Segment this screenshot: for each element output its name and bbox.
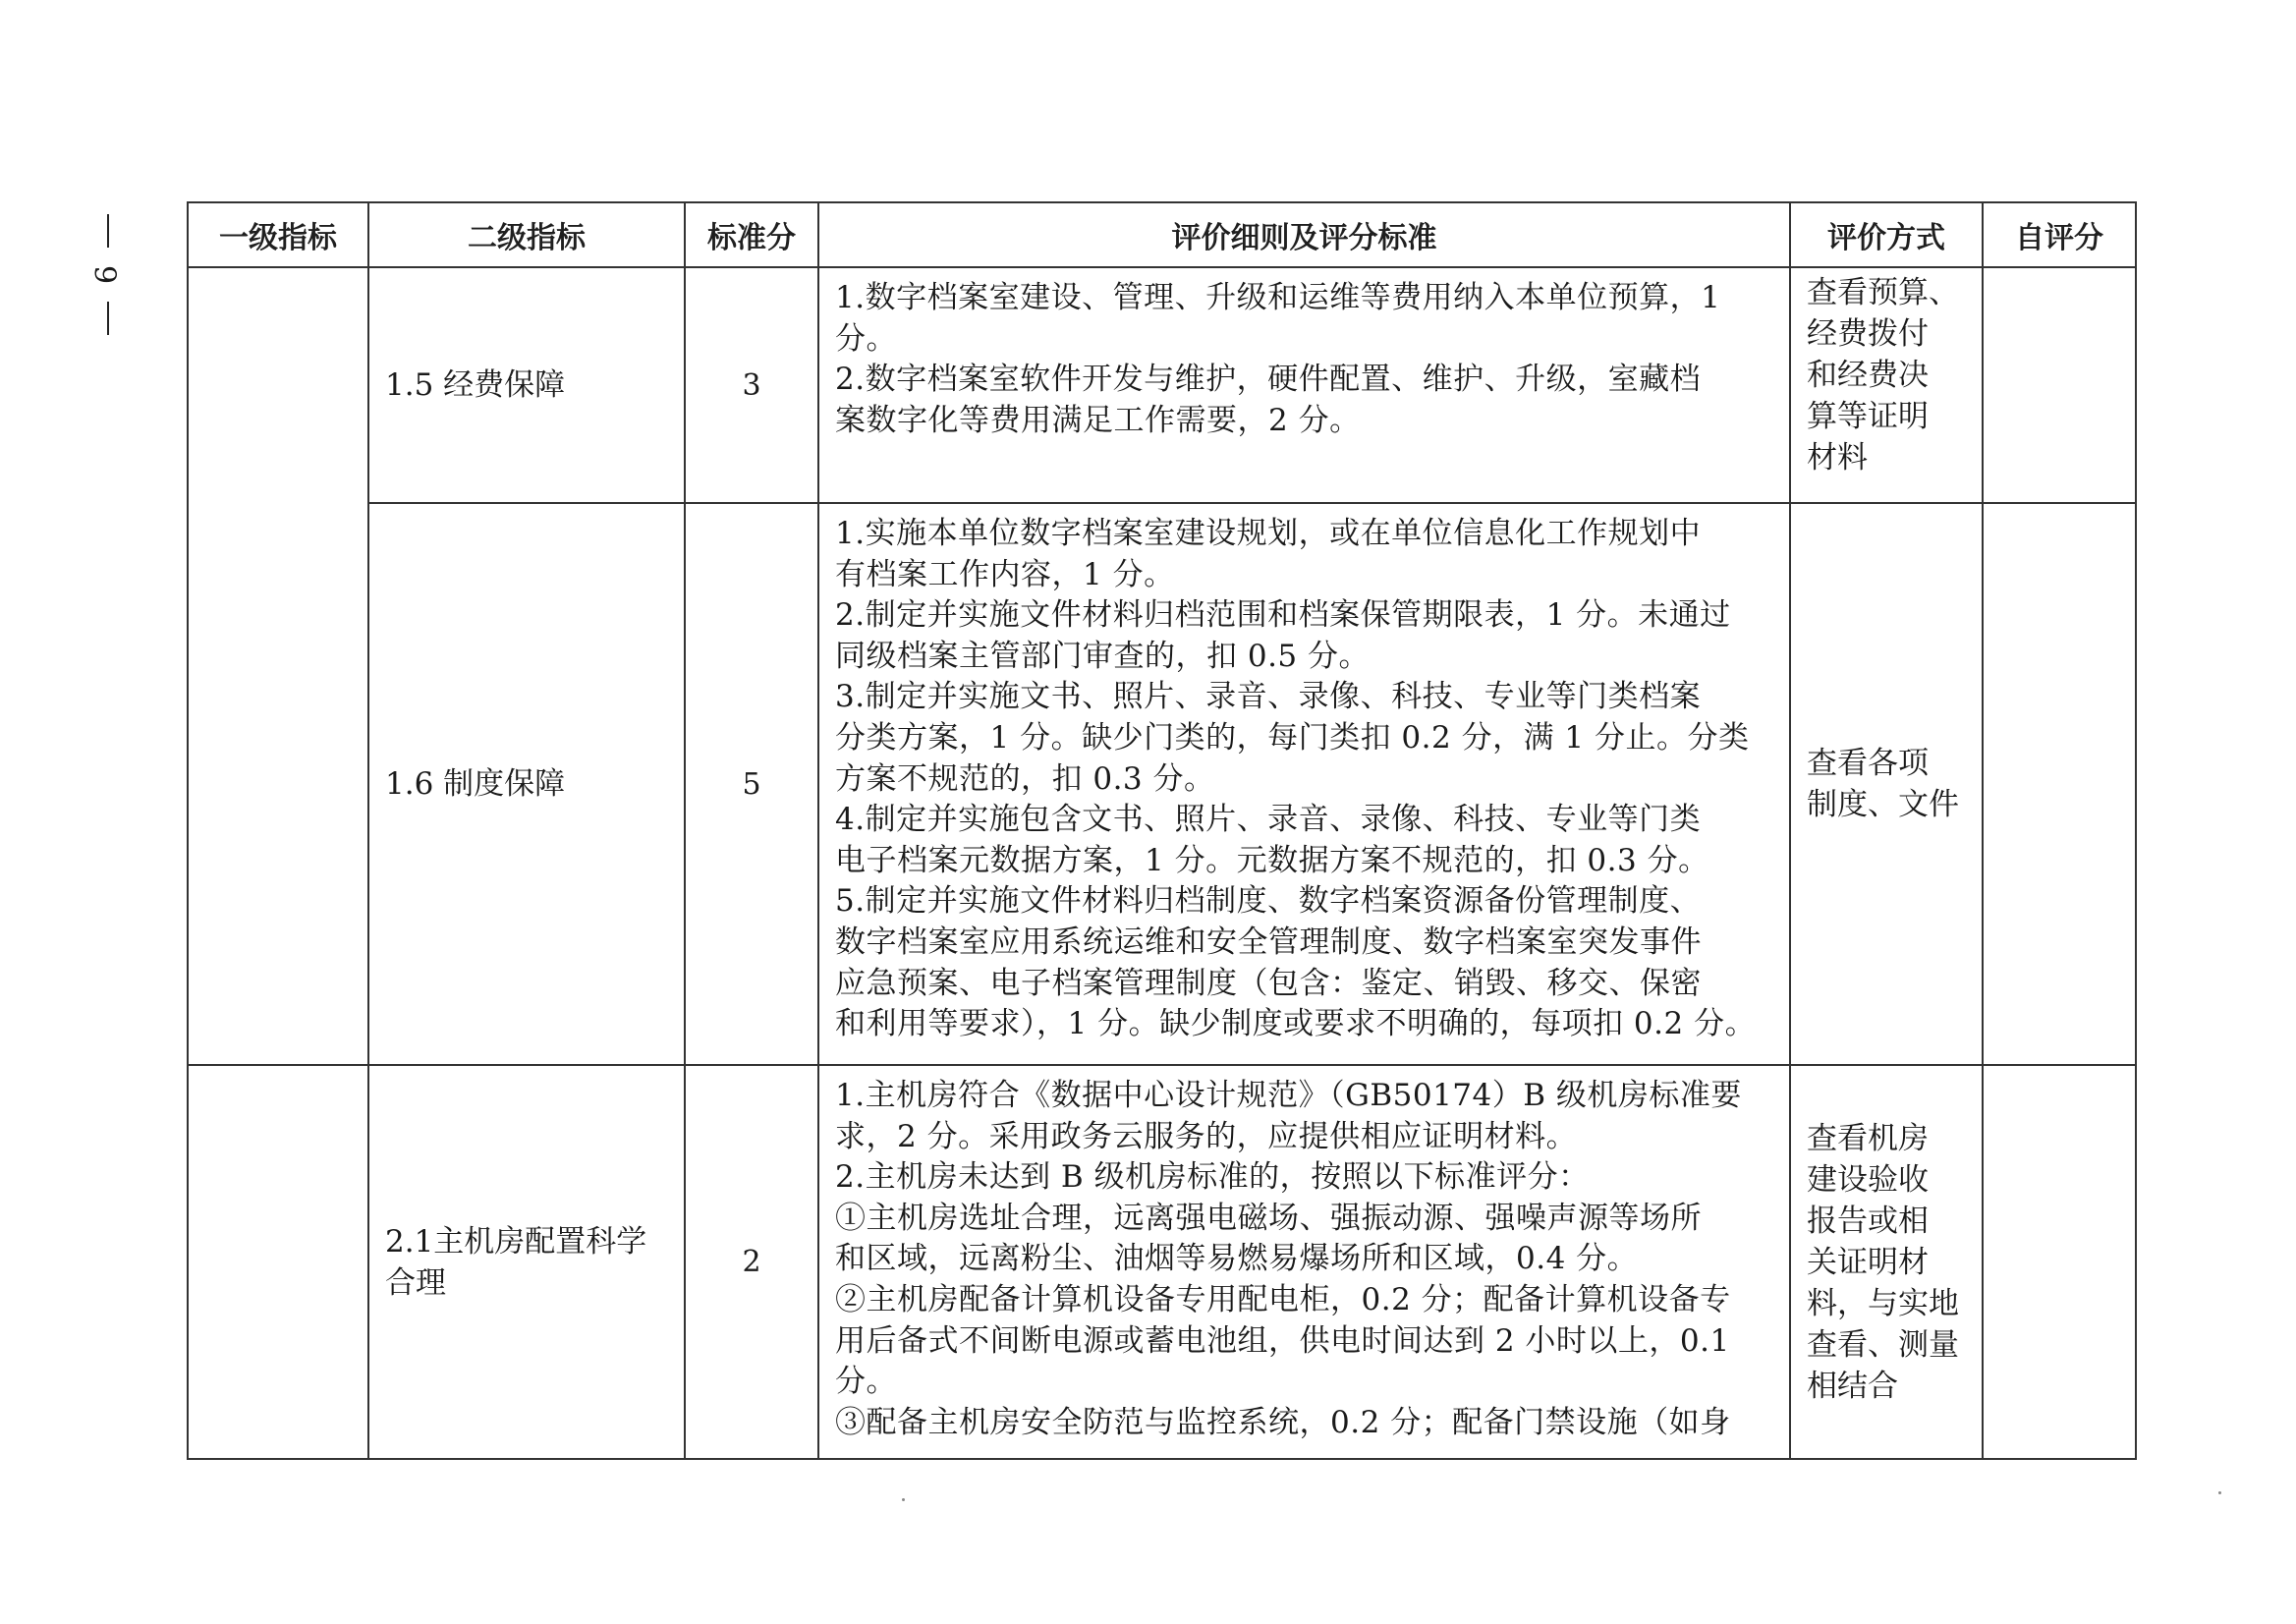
evaluation-table <box>187 201 2137 1460</box>
criteria-line: 分。 <box>835 320 897 357</box>
criteria-line: 同级档案主管部门审查的，扣 0.5 分。 <box>835 638 1371 674</box>
header-primary-indicator: 一级指标 <box>188 202 368 267</box>
criteria-line: ①主机房选址合理，远离强电磁场、强振动源、强噪声源等场所 <box>835 1200 1702 1236</box>
criteria-line: 2.主机房未达到 B 级机房标准的，按照以下标准评分： <box>835 1159 1590 1196</box>
criteria-line: 和区域，远离粉尘、油烟等易燃易爆场所和区域，0.4 分。 <box>835 1241 1639 1277</box>
method-cell <box>1790 503 1983 1065</box>
method-line: 查看预算、 <box>1807 275 1959 310</box>
criteria-line: 4.制定并实施包含文书、照片、录音、录像、科技、专业等门类 <box>835 802 1702 838</box>
criteria-line: 案数字化等费用满足工作需要，2 分。 <box>835 402 1361 438</box>
scan-speck <box>902 1498 905 1501</box>
table-header-row <box>188 202 2136 267</box>
method-line: 制度、文件 <box>1807 787 1959 822</box>
criteria-line: 应急预案、电子档案管理制度（包含：鉴定、销毁、移交、保密 <box>835 965 1702 1001</box>
criteria-line: 和利用等要求），1 分。缺少制度或要求不明确的，每项扣 0.2 分。 <box>835 1006 1757 1042</box>
secondary-line: 2.1主机房配置科学 <box>385 1223 647 1260</box>
method-line: 相结合 <box>1807 1368 1898 1404</box>
standard-score-cell: 3 <box>685 267 818 503</box>
criteria-line: 电子档案元数据方案，1 分。元数据方案不规范的，扣 0.3 分。 <box>835 842 1709 878</box>
self-score-cell <box>1983 267 2136 503</box>
secondary-indicator-cell: 1.5 经费保障 <box>368 267 685 503</box>
method-line: 料，与实地 <box>1807 1285 1959 1321</box>
method-cell <box>1790 1065 1983 1459</box>
self-score-cell <box>1983 1065 2136 1459</box>
criteria-line: 2.制定并实施文件材料归档范围和档案保管期限表，1 分。未通过 <box>835 597 1731 634</box>
criteria-clip <box>835 1076 1775 1458</box>
standard-score-cell: 5 <box>685 503 818 1065</box>
criteria-line: 求，2 分。采用政务云服务的，应提供相应证明材料。 <box>835 1118 1578 1154</box>
criteria-line: 用后备式不间断电源或蓄电池组，供电时间达到 2 小时以上，0.1 <box>835 1322 1730 1359</box>
header-self-score: 自评分 <box>1983 202 2136 267</box>
criteria-line: 分。 <box>835 1364 897 1400</box>
criteria-line: 数字档案室应用系统运维和安全管理制度、数字档案室突发事件 <box>835 924 1702 960</box>
page-number-dash-top <box>107 214 109 248</box>
method-line: 经费拨付 <box>1807 316 1929 352</box>
table-row <box>188 503 2136 1065</box>
criteria-line: 有档案工作内容，1 分。 <box>835 556 1175 592</box>
criteria-line: 1.主机房符合《数据中心设计规范》（GB50174）B 级机房标准要 <box>835 1078 1742 1113</box>
method-line: 关证明材 <box>1807 1244 1929 1280</box>
page-number <box>90 214 125 352</box>
method-line: 算等证明 <box>1807 399 1929 434</box>
scan-speck <box>2218 1491 2221 1494</box>
method-line: 查看各项 <box>1807 746 1929 781</box>
secondary-line: 合理 <box>385 1264 446 1301</box>
criteria-line: 分类方案，1 分。缺少门类的，每门类扣 0.2 分，满 1 分止。分类 <box>835 719 1750 756</box>
criteria-cell <box>818 267 1790 503</box>
header-method: 评价方式 <box>1790 202 1983 267</box>
page-number-dash-bottom <box>107 302 109 335</box>
self-score-cell <box>1983 503 2136 1065</box>
criteria-cell <box>818 1065 1790 1459</box>
method-line: 报告或相 <box>1807 1203 1929 1239</box>
criteria-line: ②主机房配备计算机设备专用配电柜，0.2 分；配备计算机设备专 <box>835 1281 1731 1317</box>
method-line: 材料 <box>1807 440 1868 476</box>
header-standard-score: 标准分 <box>685 202 818 267</box>
standard-score-cell: 2 <box>685 1065 818 1459</box>
table-row <box>188 267 2136 503</box>
criteria-line: 1.实施本单位数字档案室建设规划，或在单位信息化工作规划中 <box>835 516 1702 551</box>
criteria-line: 方案不规范的，扣 0.3 分。 <box>835 760 1215 797</box>
criteria-cell <box>818 503 1790 1065</box>
method-line: 和经费决 <box>1807 358 1929 393</box>
table-row <box>188 1065 2136 1459</box>
page-number-text: 6 <box>90 265 125 285</box>
criteria-line: 5.制定并实施文件材料归档制度、数字档案资源备份管理制度、 <box>835 883 1702 920</box>
criteria-line: 3.制定并实施文书、照片、录音、录像、科技、专业等门类档案 <box>835 679 1702 715</box>
method-line: 查看、测量 <box>1807 1326 1959 1363</box>
method-line: 查看机房 <box>1807 1120 1929 1156</box>
header-secondary-indicator: 二级指标 <box>368 202 685 267</box>
primary-indicator-cell <box>188 1065 368 1459</box>
primary-indicator-cell <box>188 267 368 1065</box>
method-line: 建设验收 <box>1807 1161 1929 1198</box>
secondary-indicator-cell: 1.6 制度保障 <box>368 503 685 1065</box>
criteria-line: ③配备主机房安全防范与监控系统，0.2 分；配备门禁设施（如身 <box>835 1404 1731 1440</box>
secondary-indicator-cell <box>368 1065 685 1459</box>
header-criteria: 评价细则及评分标准 <box>818 202 1790 267</box>
criteria-line: 2.数字档案室软件开发与维护，硬件配置、维护、升级，室藏档 <box>835 362 1702 398</box>
criteria-line: 1.数字档案室建设、管理、升级和运维等费用纳入本单位预算，1 <box>835 280 1721 315</box>
method-cell <box>1790 267 1983 503</box>
